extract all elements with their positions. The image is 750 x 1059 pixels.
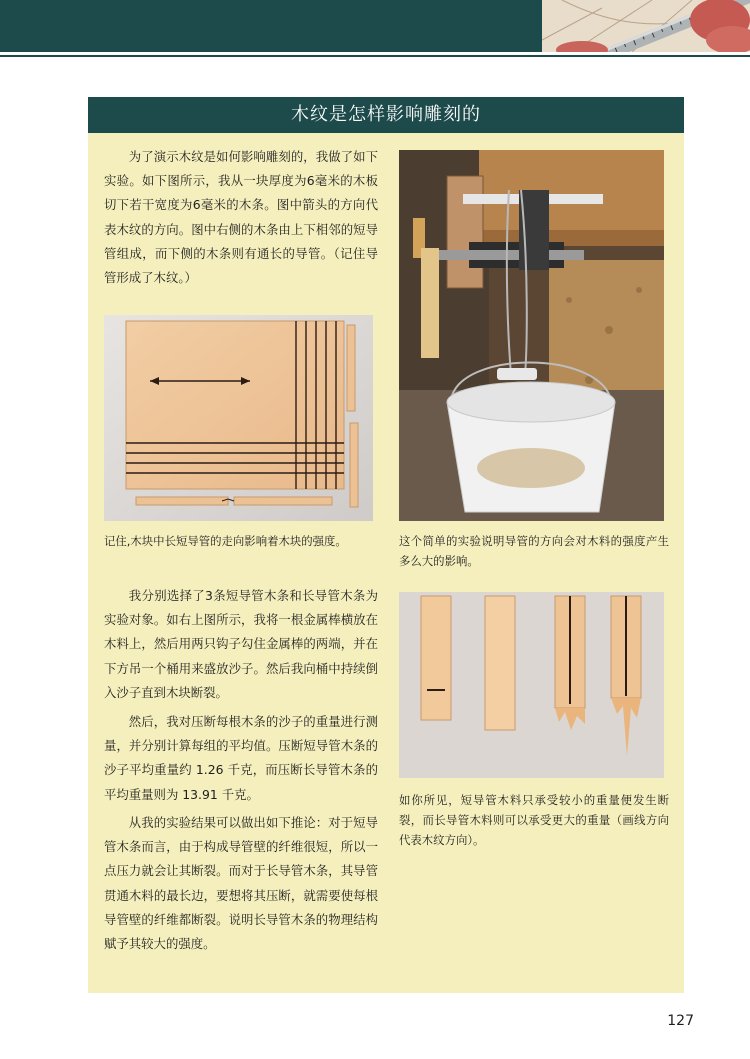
header-rule xyxy=(0,55,750,57)
bucket-caption: 这个简单的实验说明导管的方向会对木料的强度产生多么大的影响。 xyxy=(399,534,669,568)
selection-paragraph: 我分别选择了3条短导管木条和长导管木条为实验对象。如右上图所示，我将一根金属棒横放在木料上，然后用两只钩子勾住金属棒的两端，并在下方吊一个桶用来盛放沙子。然后我向桶中持续倒入沙子直到木块断裂。 xyxy=(104,588,378,700)
bucket-photo xyxy=(399,150,664,521)
strips-caption: 如你所见，短导管木料只承受较小的重量便发生断裂，而长导管木料则可以承受更大的重量（画线方向代表木纹方向）。 xyxy=(399,793,669,847)
header-photo-ruler xyxy=(542,0,750,52)
board-caption: 记住,木块中长短导管的走向影响着木块的强度。 xyxy=(104,534,347,548)
board-photo xyxy=(104,315,373,521)
intro-paragraph: 为了演示木纹是如何影响雕刻的，我做了如下实验。如下图所示，我从一块厚度为6毫米的木板切下若干宽度为6毫米的木条。图中箭头的方向代表木纹的方向。图中右侧的木条由上下相邻的短导管组成，而下侧的木条则有通长的导管。（记住导管形成了木纹。） xyxy=(104,149,378,286)
page-number: 127 xyxy=(667,1013,694,1029)
measurement-paragraph: 然后，我对压断每根木条的沙子的重量进行测量，并分别计算每组的平均值。压断短导管木条的沙子平均重量约 1.26 千克，而压断长导管木条的平均重量则为 13.91 千克。 xyxy=(104,714,378,802)
conclusion-paragraph: 从我的实验结果可以做出如下推论：对于短导管木条而言，由于构成导管壁的纤维很短，所以一点压力就会让其断裂。而对于长导管木条，其导管贯通木料的最长边，要想将其压断，就需要使每根导管壁的纤维都断裂。说明长导管木条的物理结构赋予其较大的强度。 xyxy=(104,815,378,952)
section-title: 木纹是怎样影响雕刻的 xyxy=(88,97,684,133)
broken-strips-photo xyxy=(399,592,664,778)
